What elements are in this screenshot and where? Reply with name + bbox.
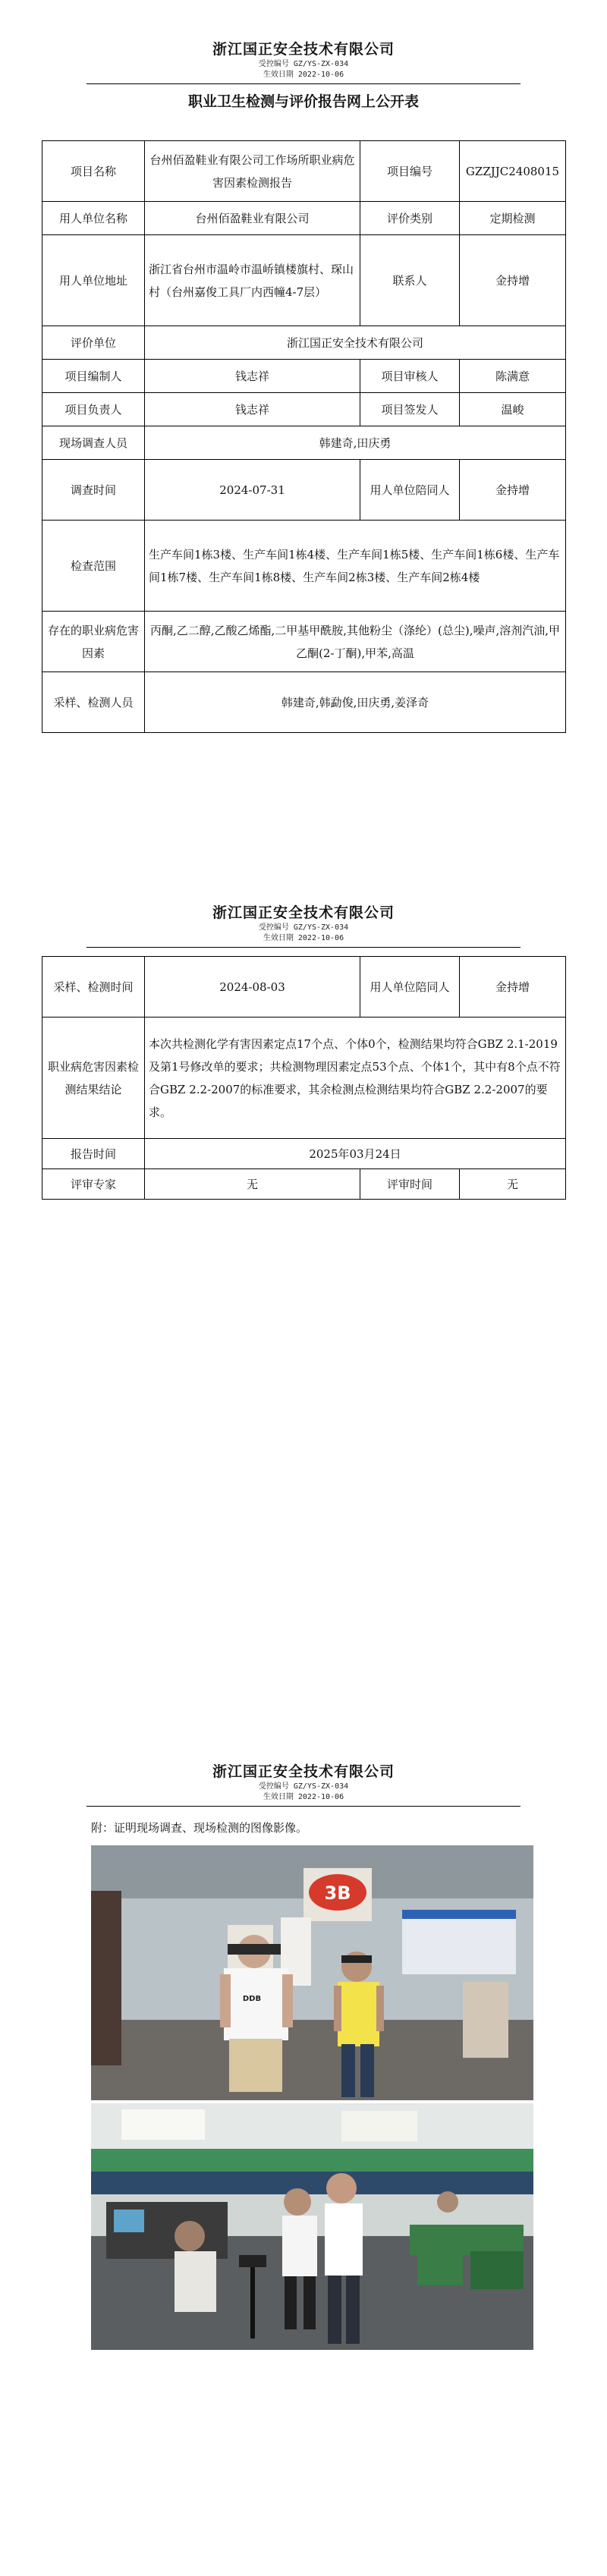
label-escort: 用人单位陪同人 <box>360 957 460 1018</box>
control-number: 受控编号 GZ/YS-ZX-034 <box>258 60 349 68</box>
disclosure-table-1 <box>42 140 566 733</box>
page-2 <box>0 903 607 948</box>
company-name: 浙江国正安全技术有限公司 <box>212 904 395 921</box>
value-experts: 无 <box>145 1169 360 1200</box>
effective-date: 生效日期 2022-10-06 <box>263 71 344 79</box>
label-compiler: 项目编制人 <box>42 360 145 393</box>
value-report-time: 2025年03月24日 <box>145 1139 566 1169</box>
page-header <box>0 903 607 948</box>
value-scope: 生产车间1栋3楼、生产车间1栋4楼、生产车间1栋5楼、生产车间1栋6楼、生产车间1栋7楼、生产车间1栋8楼、生产车间2栋3楼、生产车间2栋4楼 <box>145 521 566 612</box>
label-hazards: 存在的职业病危害因素 <box>42 612 145 672</box>
effective-date: 生效日期 2022-10-06 <box>263 934 344 942</box>
label-review-time: 评审时间 <box>360 1169 460 1200</box>
value-samplers: 韩建奇,韩勐俊,田庆勇,姜泽奇 <box>145 672 566 733</box>
effective-date: 生效日期 2022-10-06 <box>263 1793 344 1801</box>
value-issuer: 温峻 <box>460 393 566 426</box>
label-conclusion: 职业病危害因素检测结果结论 <box>42 1018 145 1139</box>
site-survey-photo-illustration <box>91 1845 533 2100</box>
label-scope: 检查范围 <box>42 521 145 612</box>
value-review-time: 无 <box>460 1169 566 1200</box>
value-escort: 金持增 <box>460 957 566 1018</box>
value-compiler: 钱志祥 <box>145 360 360 393</box>
control-number: 受控编号 GZ/YS-ZX-034 <box>258 923 349 932</box>
value-eval-unit: 浙江国正安全技术有限公司 <box>145 326 566 360</box>
label-sampling-time: 采样、检测时间 <box>42 957 145 1018</box>
value-sampling-time: 2024-08-03 <box>145 957 360 1018</box>
value-survey-staff: 韩建奇,田庆勇 <box>145 426 566 460</box>
value-project-name: 台州佰盈鞋业有限公司工作场所职业病危害因素检测报告 <box>145 141 360 202</box>
disclosure-table-2 <box>42 956 566 1200</box>
value-project-no: GZZJJC2408015 <box>460 141 566 202</box>
label-report-time: 报告时间 <box>42 1139 145 1169</box>
site-inspection-photo <box>91 2103 533 2350</box>
company-name: 浙江国正安全技术有限公司 <box>212 41 395 58</box>
label-issuer: 项目签发人 <box>360 393 460 426</box>
value-leader: 钱志祥 <box>145 393 360 426</box>
label-project-name: 项目名称 <box>42 141 145 202</box>
value-reviewer: 陈满意 <box>460 360 566 393</box>
value-contact: 金持增 <box>460 235 566 326</box>
header-rule <box>86 1806 521 1807</box>
value-eval-type: 定期检测 <box>460 202 566 235</box>
label-survey-time: 调查时间 <box>42 460 145 521</box>
value-address: 浙江省台州市温岭市温峤镇楼旗村、琛山村（台州嘉俊工具厂内西幢4-7层） <box>145 235 360 326</box>
page-header <box>0 1762 607 1807</box>
annex-caption: 附：证明现场调查、现场检测的图像影像。 <box>91 1821 308 1835</box>
value-conclusion: 本次共检测化学有害因素定点17个点、个体0个，检测结果均符合GBZ 2.1-2019及第1号修改单的要求；共检测物理因素定点53个点、个体1个，其中有8个点不符合GBZ 2.2-2007的标准要求，其余检测点检测结果均符合GBZ 2.2-2007的要求。 <box>145 1018 566 1139</box>
value-survey-time: 2024-07-31 <box>145 460 360 521</box>
control-number: 受控编号 GZ/YS-ZX-034 <box>258 1782 349 1791</box>
label-employer: 用人单位名称 <box>42 202 145 235</box>
wall-sign-text: 3B <box>324 1882 351 1904</box>
label-eval-type: 评价类别 <box>360 202 460 235</box>
value-escort: 金持增 <box>460 460 566 521</box>
label-survey-staff: 现场调查人员 <box>42 426 145 460</box>
label-contact: 联系人 <box>360 235 460 326</box>
site-survey-photo <box>91 1845 533 2100</box>
label-leader: 项目负责人 <box>42 393 145 426</box>
label-address: 用人单位地址 <box>42 235 145 326</box>
label-eval-unit: 评价单位 <box>42 326 145 360</box>
value-employer: 台州佰盈鞋业有限公司 <box>145 202 360 235</box>
page-header <box>0 39 607 84</box>
company-name: 浙江国正安全技术有限公司 <box>212 1763 395 1780</box>
site-inspection-photo-illustration <box>91 2103 533 2350</box>
header-rule <box>86 83 521 84</box>
label-samplers: 采样、检测人员 <box>42 672 145 733</box>
label-project-no: 项目编号 <box>360 141 460 202</box>
label-reviewer: 项目审核人 <box>360 360 460 393</box>
shirt-print-text: DDB <box>242 1995 262 2003</box>
page-3 <box>0 1762 607 1807</box>
label-experts: 评审专家 <box>42 1169 145 1200</box>
value-hazards: 丙酮,乙二醇,乙酸乙烯酯,二甲基甲酰胺,其他粉尘（涤纶）(总尘),噪声,溶剂汽油,甲乙酮(2-丁酮),甲苯,高温 <box>145 612 566 672</box>
header-rule <box>86 947 521 948</box>
document-title: 职业卫生检测与评价报告网上公开表 <box>187 93 419 110</box>
label-escort: 用人单位陪同人 <box>360 460 460 521</box>
page-1 <box>0 39 607 112</box>
